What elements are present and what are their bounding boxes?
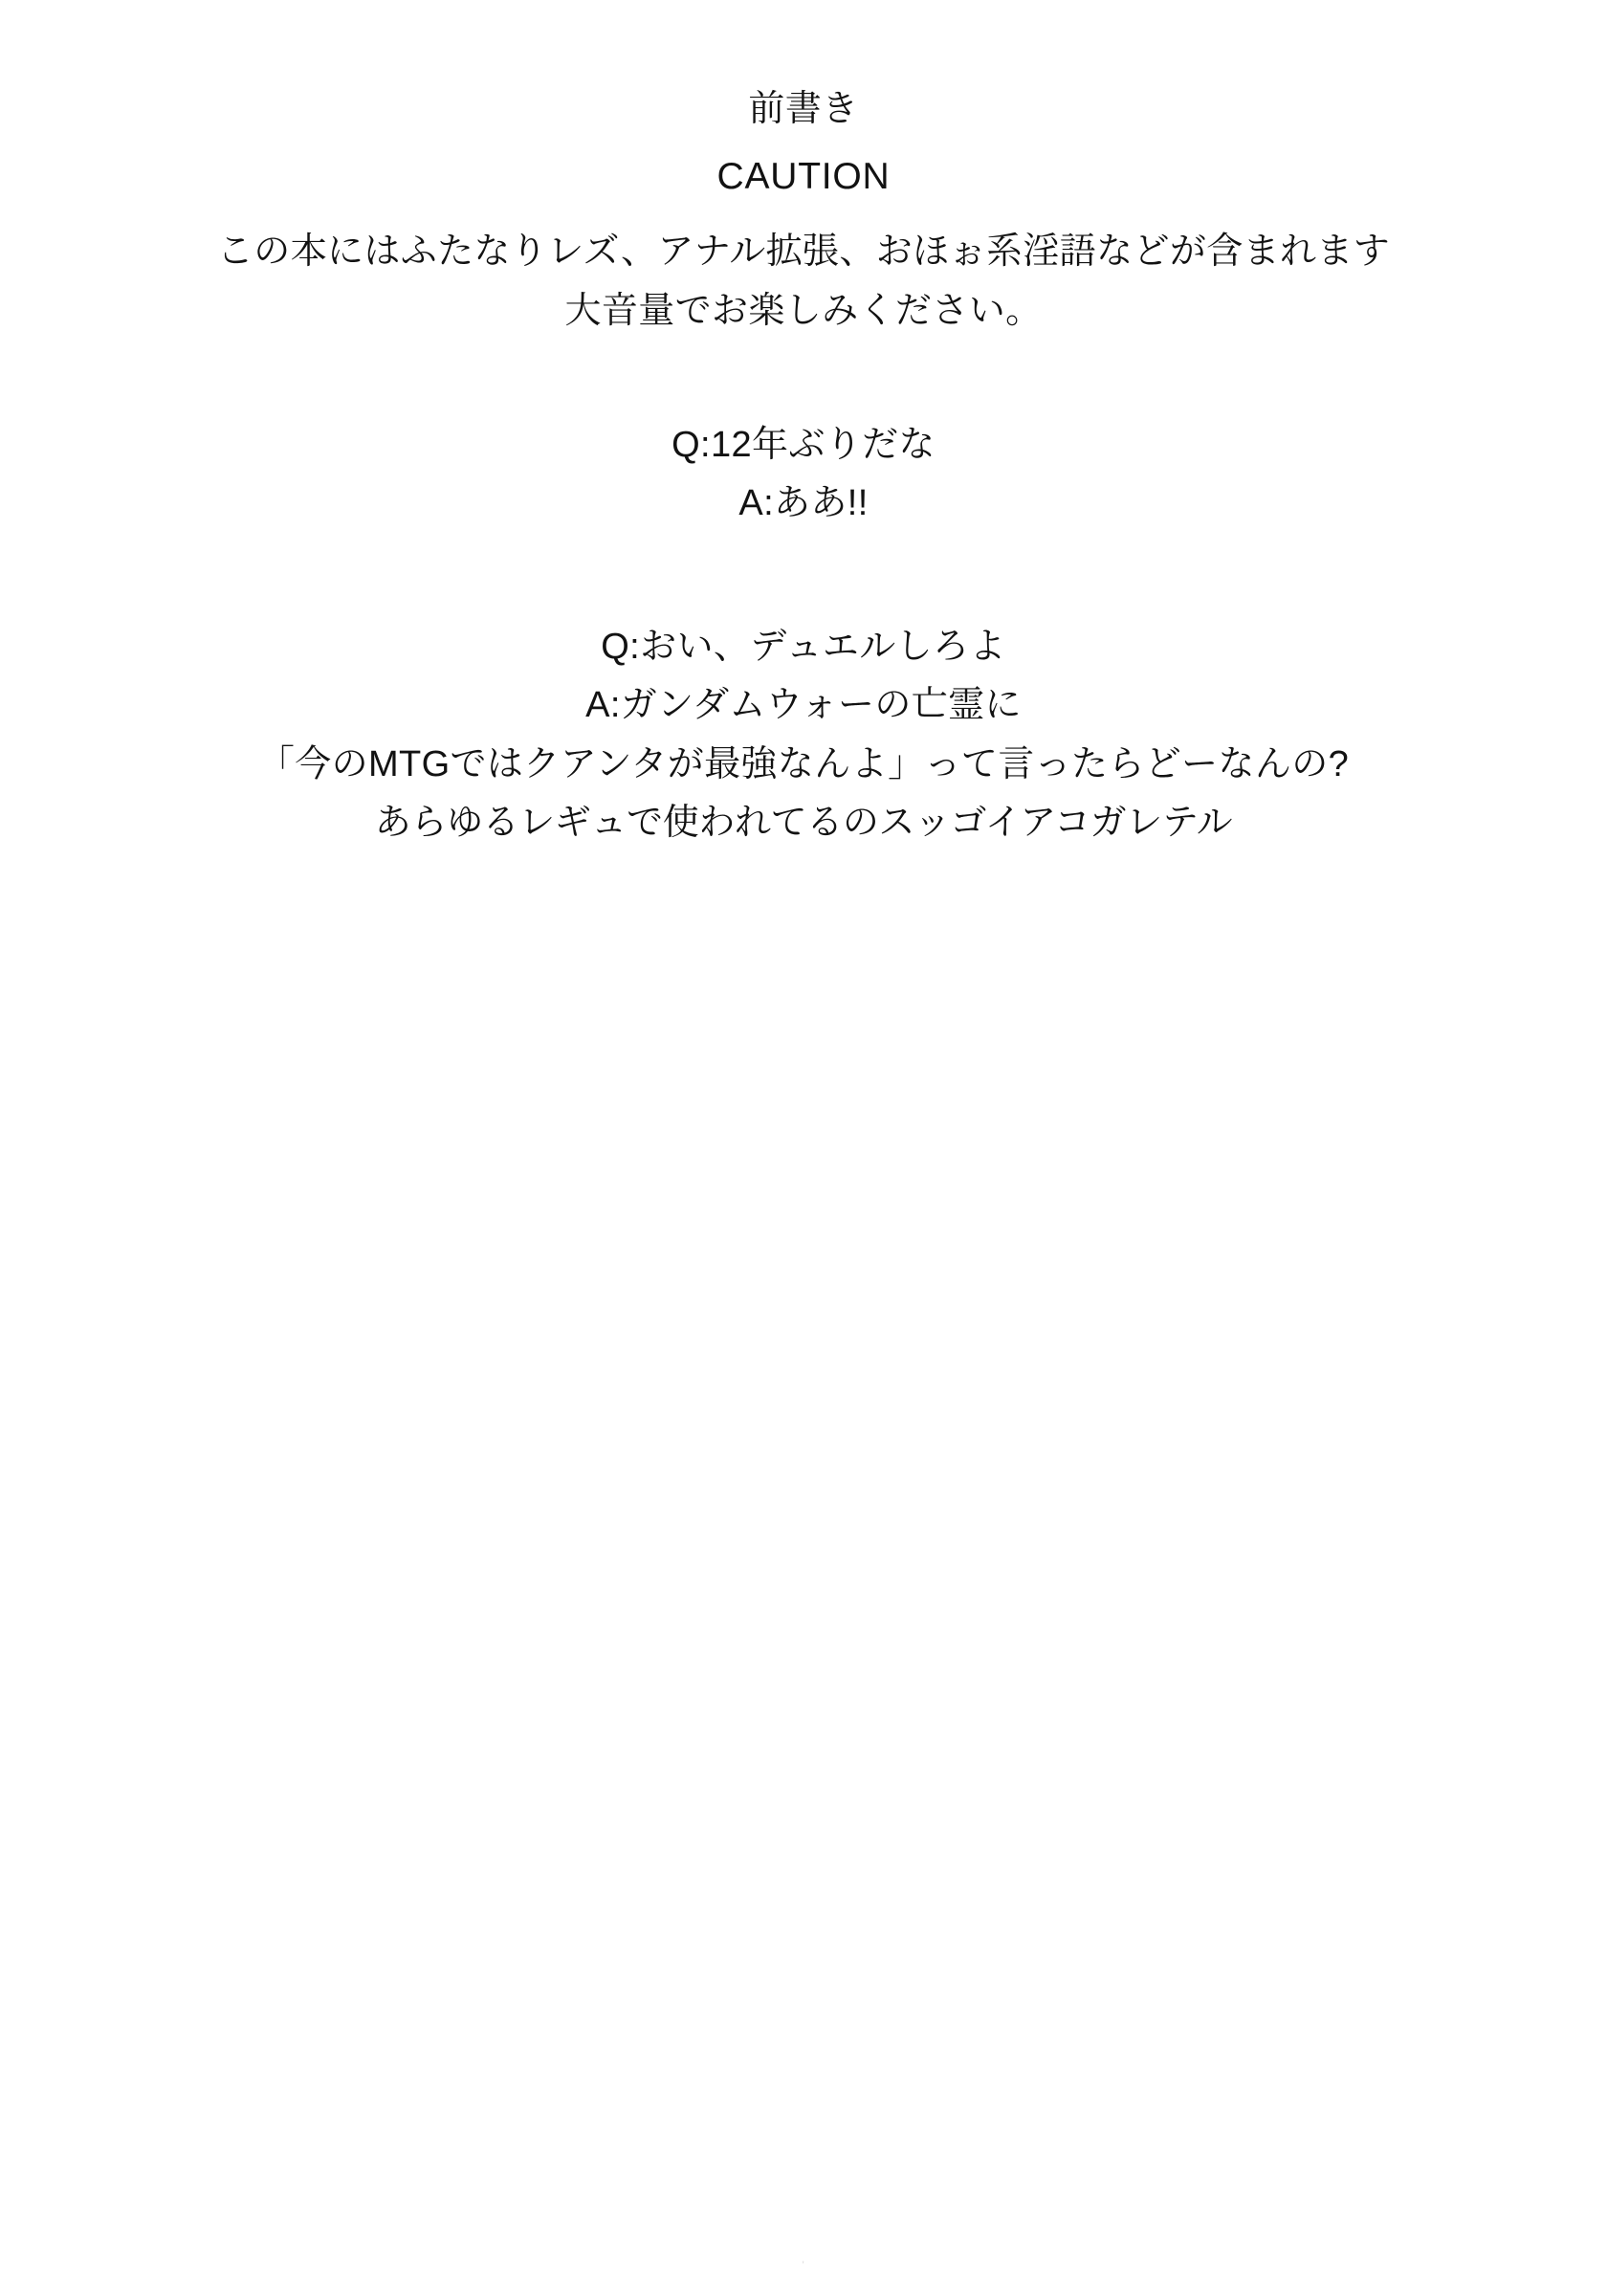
qa-block-1 xyxy=(86,416,1521,534)
footer-mark: ' xyxy=(802,2260,805,2271)
caution-line-1: この本にはふたなりレズ、アナル拡張、おほぉ系淫語などが含まれます xyxy=(216,232,1391,273)
caution-text-block xyxy=(86,223,1521,341)
qa2-question: Q:おい、デュエルしろよ xyxy=(601,626,1006,667)
qa-block-2 xyxy=(86,618,1521,853)
qa2-answer-line-3: あらゆるレギュで使われてるのスッゴイアコガレテル xyxy=(374,803,1233,844)
qa1-question: Q:12年ぶりだな xyxy=(671,424,936,465)
heading-block xyxy=(86,77,1521,206)
qa2-answer-line-1: A:ガンダムウォーの亡霊に xyxy=(585,685,1022,726)
qa2-answer-line-2: 「今のMTGではクアンタが最強なんよ」って言ったらどーなんの? xyxy=(257,743,1350,784)
page-title-jp: 前書き xyxy=(748,89,859,129)
qa1-answer: A:ああ!! xyxy=(738,483,869,524)
caution-line-2: 大音量でお楽しみください。 xyxy=(564,290,1043,331)
page-title-en: CAUTION xyxy=(716,156,891,197)
